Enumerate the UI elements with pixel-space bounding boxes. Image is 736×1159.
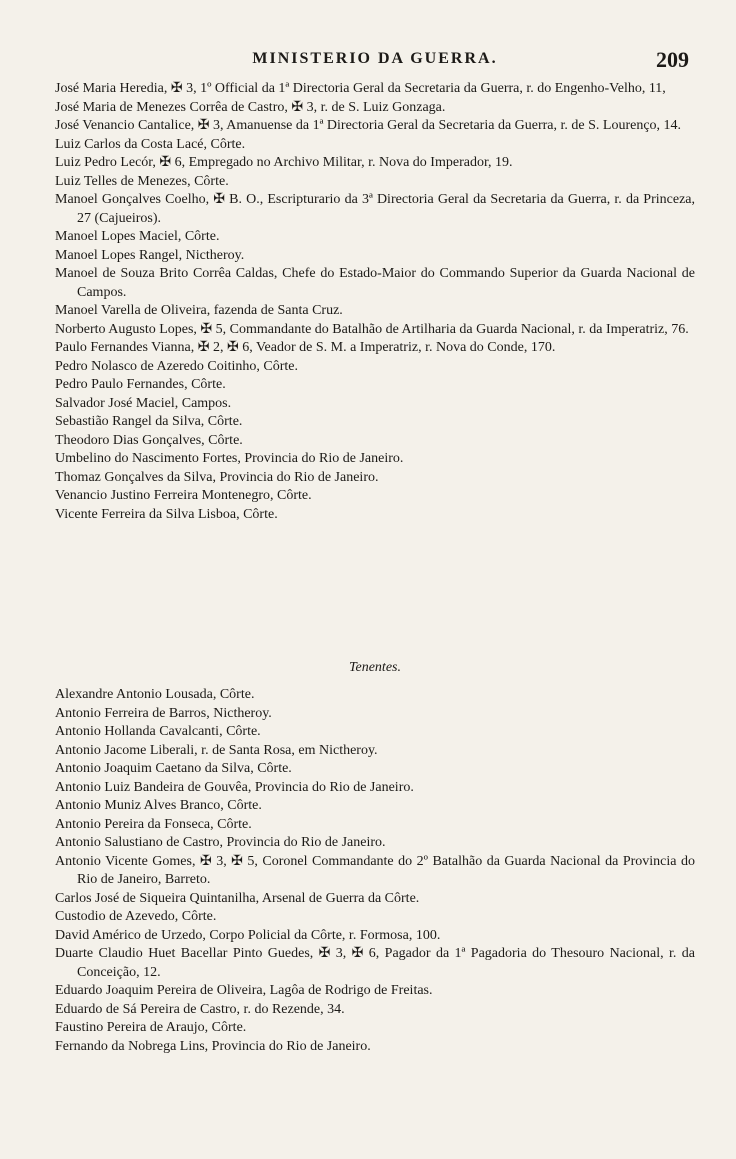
- list-item: Fernando da Nobrega Lins, Provincia do Rio de Janeiro.: [55, 1038, 371, 1054]
- page-number: 209: [656, 47, 689, 72]
- list-item: David Américo de Urzedo, Corpo Policial da Côrte, r. Formosa, 100.: [55, 927, 441, 943]
- section-heading: Tenentes.: [349, 660, 401, 675]
- list-item: Manoel Gonçalves Coelho, ✠ B. O., Escripturario da 3ª Directoria Geral da Secretaria da Guerra, r. da Princeza, 27 (Cajueiros).: [55, 192, 695, 226]
- list-item: Alexandre Antonio Lousada, Côrte.: [55, 687, 255, 702]
- list-item: José Maria de Menezes Corrêa de Castro, ✠ 3, r. de S. Luiz Gonzaga.: [55, 99, 446, 115]
- list-item: Antonio Hollanda Cavalcanti, Côrte.: [55, 724, 261, 739]
- list-item: Faustino Pereira de Araujo, Côrte.: [55, 1020, 247, 1035]
- list-item: Manoel Lopes Maciel, Côrte.: [55, 229, 220, 244]
- list-item: Thomaz Gonçalves da Silva, Provincia do Rio de Janeiro.: [55, 469, 379, 485]
- list-item: Theodoro Dias Gonçalves, Côrte.: [55, 432, 243, 448]
- list-item: Umbelino do Nascimento Fortes, Provincia do Rio de Janeiro.: [55, 451, 404, 466]
- list-item: Carlos José de Siqueira Quintanilha, Arsenal de Guerra da Côrte.: [55, 890, 420, 906]
- list-item: Antonio Jacome Liberali, r. de Santa Rosa, em Nictheroy.: [55, 742, 378, 758]
- list-item: José Venancio Cantalice, ✠ 3, Amanuense da 1ª Directoria Geral da Secretaria da Guerra, r. de S. Lourenço, 14.: [55, 118, 682, 133]
- list-item: Antonio Vicente Gomes, ✠ 3, ✠ 5, Coronel Commandante do 2º Batalhão da Guarda Nacional da Provincia do Rio de Janeiro, Barreto.: [55, 853, 695, 887]
- list-item: Antonio Salustiano de Castro, Provincia do Rio de Janeiro.: [55, 835, 386, 850]
- list-item: Salvador José Maciel, Campos.: [55, 395, 232, 411]
- list-item: Eduardo de Sá Pereira de Castro, r. do Rezende, 34.: [55, 1001, 345, 1017]
- list-item: Duarte Claudio Huet Bacellar Pinto Guedes, ✠ 3, ✠ 6, Pagador da 1ª Pagadoria do Thesouro Nacional, r. da Conceição, 12.: [55, 946, 695, 980]
- entry-list-bottom: [55, 686, 695, 1056]
- page-header: [55, 47, 695, 74]
- list-item: Antonio Muniz Alves Branco, Côrte.: [55, 798, 262, 813]
- list-item: Antonio Ferreira de Barros, Nictheroy.: [55, 705, 272, 721]
- list-item: Luiz Carlos da Costa Lacé, Côrte.: [55, 136, 246, 152]
- page-title: MINISTERIO DA GUERRA.: [252, 50, 498, 67]
- entry-list-top: [55, 80, 695, 524]
- list-item: Manoel Lopes Rangel, Nictheroy.: [55, 247, 245, 263]
- list-item: Manoel Varella de Oliveira, fazenda de Santa Cruz.: [55, 303, 343, 318]
- list-item: Norberto Augusto Lopes, ✠ 5, Commandante do Batalhão de Artilharia da Guarda Nacional, r. da Imperatriz, 76.: [55, 321, 689, 337]
- list-item: Antonio Joaquim Caetano da Silva, Côrte.: [55, 761, 292, 776]
- list-item: Pedro Paulo Fernandes, Côrte.: [55, 377, 226, 392]
- list-item: Luiz Telles de Menezes, Côrte.: [55, 173, 229, 189]
- list-item: Pedro Nolasco de Azeredo Coitinho, Côrte.: [55, 358, 299, 374]
- list-item: Luiz Pedro Lecór, ✠ 6, Empregado no Archivo Militar, r. Nova do Imperador, 19.: [55, 155, 513, 170]
- list-item: José Maria Heredia, ✠ 3, 1º Official da 1ª Directoria Geral da Secretaria da Guerra, r. do Engenho-Velho, 11,: [55, 81, 666, 96]
- list-item: Manoel de Souza Brito Corrêa Caldas, Chefe do Estado-Maior do Commando Superior da Guarda Nacional de Campos.: [55, 266, 695, 300]
- list-item: Antonio Pereira da Fonseca, Côrte.: [55, 816, 252, 832]
- list-item: Eduardo Joaquim Pereira de Oliveira, Lagôa de Rodrigo de Freitas.: [55, 983, 433, 998]
- list-item: Custodio de Azevedo, Côrte.: [55, 909, 217, 924]
- list-item: Venancio Justino Ferreira Montenegro, Côrte.: [55, 488, 312, 503]
- list-item: Antonio Luiz Bandeira de Gouvêa, Provincia do Rio de Janeiro.: [55, 779, 414, 795]
- list-item: Sebastião Rangel da Silva, Côrte.: [55, 414, 243, 429]
- list-item: Vicente Ferreira da Silva Lisboa, Côrte.: [55, 506, 278, 522]
- list-item: Paulo Fernandes Vianna, ✠ 2, ✠ 6, Veador de S. M. a Imperatriz, r. Nova do Conde, 170.: [55, 340, 556, 355]
